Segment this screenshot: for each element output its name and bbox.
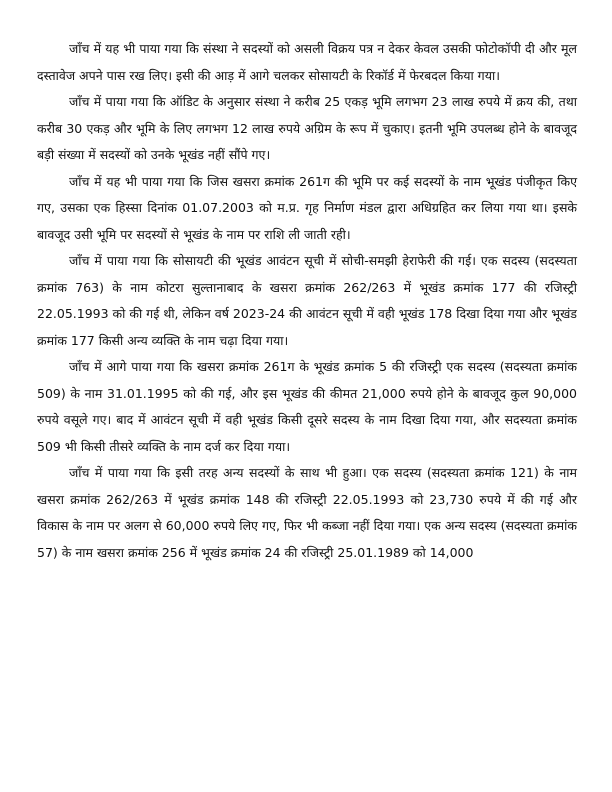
paragraph-plot-5-registry: जाँच में आगे पाया गया कि खसरा क्रमांक 261ग के भूखंड क्रमांक 5 की रजिस्ट्री एक सदस्य (सदस्यता क्रमांक 509) के नाम 31.01.1995 को की गई, और इस भूखंड की कीमत 21,000 रुपये होने के बावजूद कुल 90,000 रुपये वसूले गए। बाद में आवंटन सूची में वही भूखंड किसी दूसरे सदस्य के नाम दिखा दिया गया, और सदस्यता क्रमांक 509 भी किसी तीसरे व्यक्ति के नाम दर्ज कर दिया गया। bbox=[37, 359, 577, 454]
paragraph-other-members: जाँच में पाया गया कि इसी तरह अन्य सदस्यों के साथ भी हुआ। एक सदस्य (सदस्यता क्रमांक 121) के नाम खसरा क्रमांक 262/263 में भूखंड क्रमांक 148 की रजिस्ट्री 22.05.1993 को 23,730 रुपये में की गई और विकास के नाम पर अलग से 60,000 रुपये लिए गए, फिर भी कब्जा नहीं दिया गया। एक अन्य सदस्य (सदस्यता क्रमांक 57) के नाम खसरा क्रमांक 256 में भूखंड क्रमांक 24 की रजिस्ट्री 25.01.1989 को 14,000 bbox=[37, 465, 577, 560]
paragraph-photocopy-sale-deed: जाँच में यह भी पाया गया कि संस्था ने सदस्यों को असली विक्रय पत्र न देकर केवल उसकी फोटोकॉपी दी और मूल दस्तावेज अपने पास रख लिए। इसी की आड़ में आगे चलकर सोसायटी के रिकॉर्ड में फेरबदल किया गया। bbox=[37, 41, 577, 83]
paragraph-khasra-261g-acquisition: जाँच में यह भी पाया गया कि जिस खसरा क्रमांक 261ग की भूमि पर कई सदस्यों के नाम भूखंड पंजीकृत किए गए, उसका एक हिस्सा दिनांक 01.07.2003 को म.प्र. गृह निर्माण मंडल द्वारा अधिग्रहित कर लिया गया था। इसके बावजूद उसी भूमि पर सदस्यों से भूखंड के नाम पर राशि ली जाती रही। bbox=[37, 173, 577, 242]
paragraph-land-purchase-audit: जाँच में पाया गया कि ऑडिट के अनुसार संस्था ने करीब 25 एकड़ भूमि लगभग 23 लाख रुपये में क्रय की, तथा करीब 30 एकड़ और भूमि के लिए लगभग 12 लाख रुपये अग्रिम के रूप में चुकाए। इतनी भूमि उपलब्ध होने के बावजूद बड़ी संख्या में सदस्यों को उनके भूखंड नहीं सौंपे गए। bbox=[37, 94, 577, 162]
document-body bbox=[37, 36, 577, 566]
paragraph-allotment-list-manipulation: जाँच में पाया गया कि सोसायटी की भूखंड आवंटन सूची में सोची-समझी हेराफेरी की गई। एक सदस्य (सदस्यता क्रमांक 763) के नाम कोटरा सुल्तानाबाद के खसरा क्रमांक 262/263 में भूखंड क्रमांक 177 की रजिस्ट्री 22.05.1993 को की गई थी, लेकिन वर्ष 2023-24 की आवंटन सूची में वही भूखंड 178 दिखा दिया गया और भूखंड क्रमांक 177 किसी अन्य व्यक्ति के नाम चढ़ा दिया गया। bbox=[37, 253, 577, 348]
